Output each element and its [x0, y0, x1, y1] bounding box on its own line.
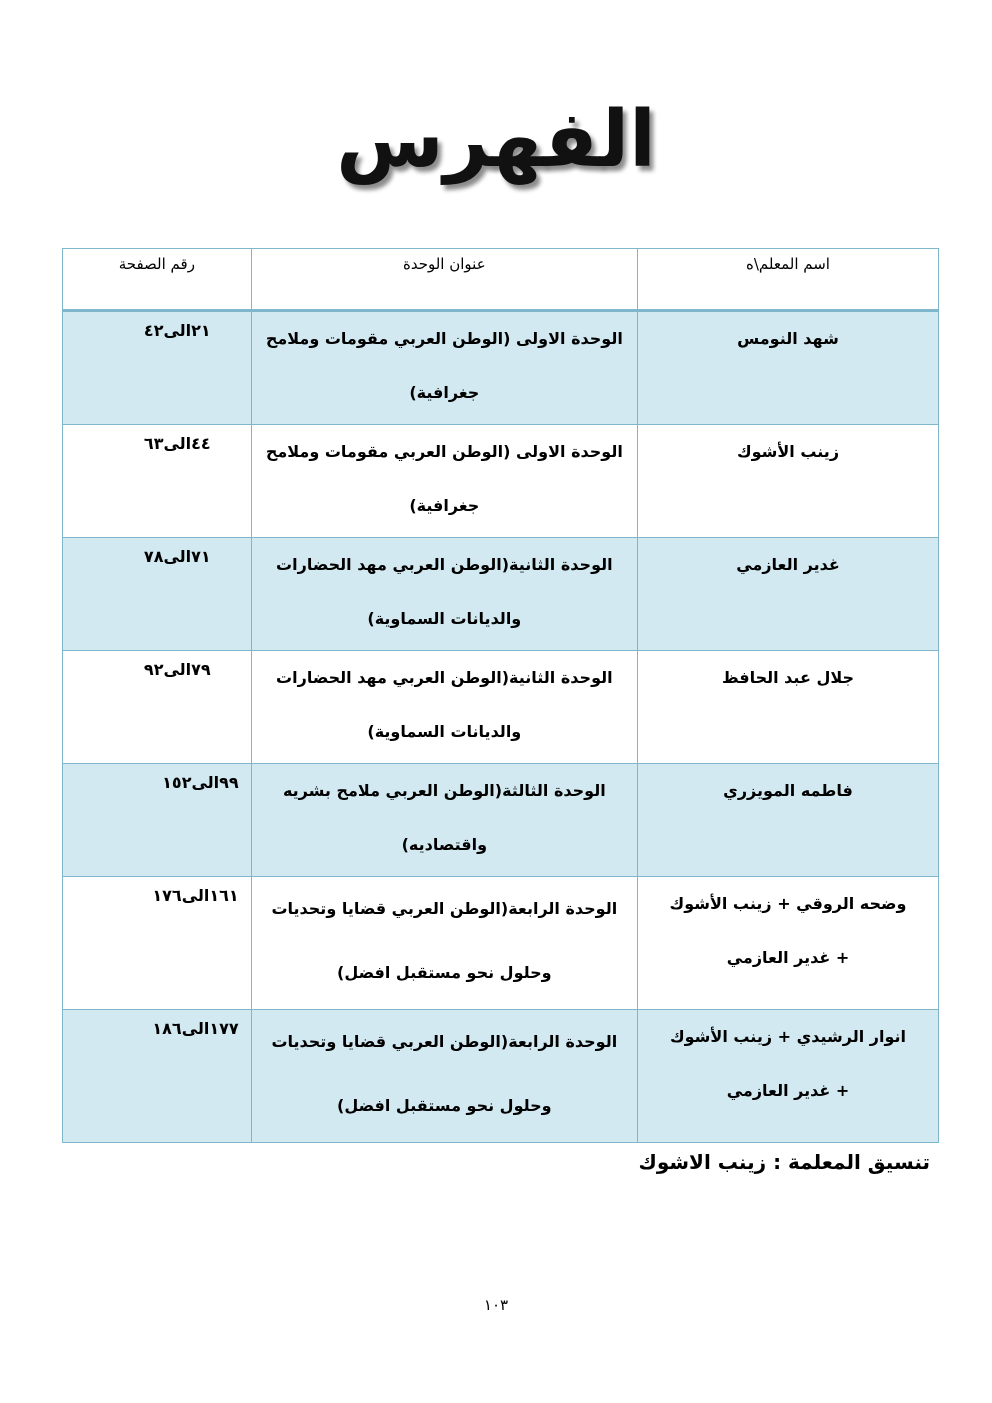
- unit-title-line: الوحدة الرابعة(الوطن العربي قضايا وتحديات: [271, 899, 618, 918]
- teacher-name: انوار الرشيدي + زينب الأشوك: [669, 1027, 907, 1046]
- page-range: ١٧٧الى١٨٦: [152, 1019, 239, 1038]
- page-title: الفهرس: [336, 95, 656, 185]
- header-teacher: اسم المعلم\ه: [637, 249, 938, 311]
- page-range: ٧١الى٧٨: [143, 547, 211, 566]
- unit-cell: [251, 764, 637, 877]
- teacher-cell: [637, 877, 938, 1010]
- teacher-cell: [637, 425, 938, 538]
- unit-cell: [251, 311, 637, 425]
- table-row: [63, 538, 939, 651]
- unit-cell: [251, 425, 637, 538]
- table-row: [63, 311, 939, 425]
- teacher-name: + غدير العازمي: [726, 1081, 850, 1100]
- page-range: ١٦١الى١٧٦: [152, 886, 239, 905]
- table-row: [63, 877, 939, 1010]
- pages-cell: [63, 1010, 252, 1143]
- unit-cell: [251, 651, 637, 764]
- unit-title-line: الوحدة الثالثة(الوطن العربي ملامح بشريه: [282, 781, 606, 800]
- unit-title-line: جغرافية): [409, 383, 480, 402]
- pages-cell: [63, 651, 252, 764]
- unit-cell: [251, 877, 637, 1010]
- page-range: ٤٤الى٦٣: [143, 434, 211, 453]
- teacher-cell: [637, 1010, 938, 1143]
- teacher-name: غدير العازمي: [736, 555, 840, 574]
- teacher-cell: [637, 764, 938, 877]
- unit-title-line: والديانات السماوية): [367, 722, 522, 741]
- page-range: ٢١الى٤٢: [143, 321, 211, 340]
- unit-cell: [251, 1010, 637, 1143]
- index-table: [62, 248, 939, 1143]
- unit-cell: [251, 538, 637, 651]
- unit-title-line: جغرافية): [409, 496, 480, 515]
- unit-title-line: واقتصاديه): [401, 835, 488, 854]
- teacher-cell: [637, 651, 938, 764]
- pages-cell: [63, 764, 252, 877]
- pages-cell: [63, 877, 252, 1010]
- unit-title-line: الوحدة الثانية(الوطن العربي مهد الحضارات: [276, 555, 613, 574]
- teacher-name: وضحه الروقي + زينب الأشوك: [669, 894, 907, 913]
- table-header-row: [63, 249, 939, 311]
- teacher-name: شهد النومس: [737, 329, 839, 348]
- pages-cell: [63, 538, 252, 651]
- unit-title-line: وحلول نحو مستقبل افضل): [337, 963, 552, 982]
- unit-title-line: الوحدة الاولى (الوطن العربي مقومات وملامح: [265, 442, 623, 461]
- unit-title-line: الوحدة الثانية(الوطن العربي مهد الحضارات: [276, 668, 613, 687]
- unit-title-line: وحلول نحو مستقبل افضل): [337, 1096, 552, 1115]
- table-row: [63, 764, 939, 877]
- table-row: [63, 651, 939, 764]
- header-unit: عنوان الوحدة: [251, 249, 637, 311]
- pages-cell: [63, 425, 252, 538]
- teacher-cell: [637, 311, 938, 425]
- coordination-note: تنسيق المعلمة : زينب الاشوك: [638, 1150, 930, 1174]
- pages-cell: [63, 311, 252, 425]
- page-range: ٧٩الى٩٢: [143, 660, 211, 679]
- teacher-name: زينب الأشوك: [736, 442, 840, 461]
- teacher-name: جلال عبد الحافظ: [721, 668, 855, 687]
- teacher-name: + غدير العازمي: [726, 948, 850, 967]
- table-row: [63, 425, 939, 538]
- page-number: ١٠٣: [483, 1296, 509, 1314]
- teacher-cell: [637, 538, 938, 651]
- header-pages: رقم الصفحة: [63, 249, 252, 311]
- teacher-name: فاطمه المويزري: [723, 781, 853, 800]
- unit-title-line: والديانات السماوية): [367, 609, 522, 628]
- unit-title-line: الوحدة الرابعة(الوطن العربي قضايا وتحديات: [271, 1032, 618, 1051]
- table-row: [63, 1010, 939, 1143]
- page-range: ٩٩الى١٥٢: [162, 773, 239, 792]
- unit-title-line: الوحدة الاولى (الوطن العربي مقومات وملامح: [265, 329, 623, 348]
